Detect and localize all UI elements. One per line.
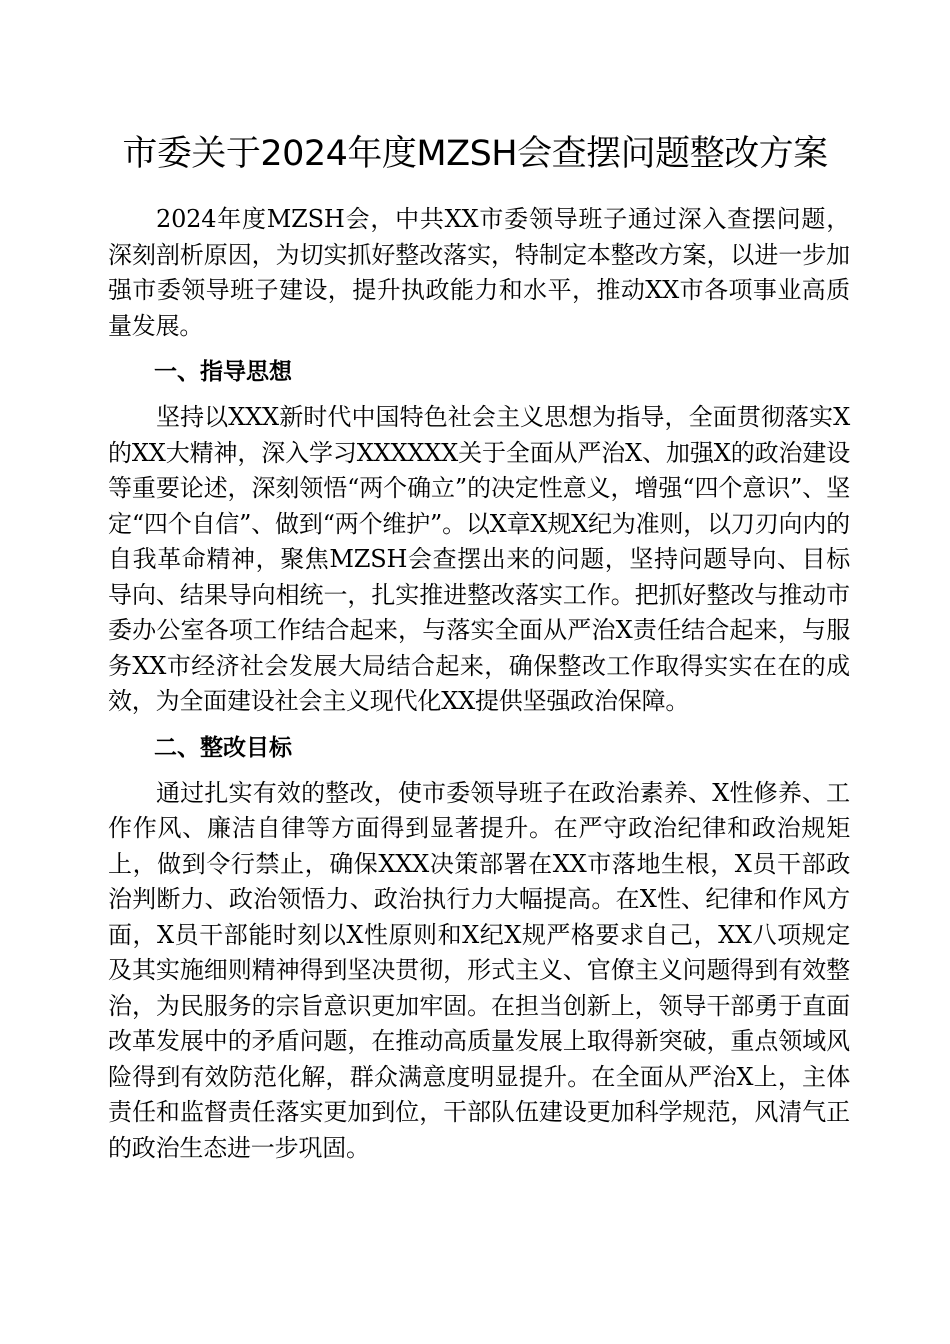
guiding-ideology-paragraph: 坚持以XXX新时代中国特色社会主义思想为指导，全面贯彻落实X的XX大精神，深入学习XXXXXX关于全面从严治X、加强X的政治建设等重要论述，深刻领悟“两个确立”的决定性意义，增强“四个意识”、坚定“四个自信”、做到“两个维护”。以X章X规X纪为准则，以刀刃向内的自我革命精神，聚焦MZSH会查摆出来的问题，坚持问题导向、目标导向、结果导向相统一，扎实推进整改落实工作。把抓好整改与推动市委办公室各项工作结合起来，与落实全面从严治X责任结合起来，与服务XX市经济社会发展大局结合起来，确保整改工作取得实实在在的成效，为全面建设社会主义现代化XX提供坚强政治保障。	[108, 403, 850, 715]
rectification-goals-paragraph: 通过扎实有效的整改，使市委领导班子在政治素养、X性修养、工作作风、廉洁自律等方面得到显著提升。在严守政治纪律和政治规矩上，做到令行禁止，确保XXX决策部署在XX市落地生根，X员干部政治判断力、政治领悟力、政治执行力大幅提高。在X性、纪律和作风方面，X员干部能时刻以X性原则和X纪X规严格要求自己，XX八项规定及其实施细则精神得到坚决贯彻，形式主义、官僚主义问题得到有效整治，为民服务的宗旨意识更加牢固。在担当创新上，领导干部勇于直面改革发展中的矛盾问题，在推动高质量发展上取得新突破，重点领域风险得到有效防范化解，群众满意度明显提升。在全面从严治X上，主体责任和监督责任落实更加到位，干部队伍建设更加科学规范，风清气正的政治生态进一步巩固。	[108, 778, 850, 1162]
section-heading-guiding-ideology: 一、指导思想	[154, 359, 292, 385]
intro-paragraph: 2024年度MZSH会，中共XX市委领导班子通过深入查摆问题，深刻剖析原因，为切实抓好整改落实，特制定本整改方案，以进一步加强市委领导班子建设，提升执政能力和水平，推动XX市各项事业高质量发展。	[108, 205, 850, 340]
document-body	[108, 202, 850, 1166]
section-heading-rectification-goals: 二、整改目标	[154, 734, 292, 761]
document-title: 市委关于2024年度MZSH会查摆问题整改方案	[122, 134, 828, 174]
